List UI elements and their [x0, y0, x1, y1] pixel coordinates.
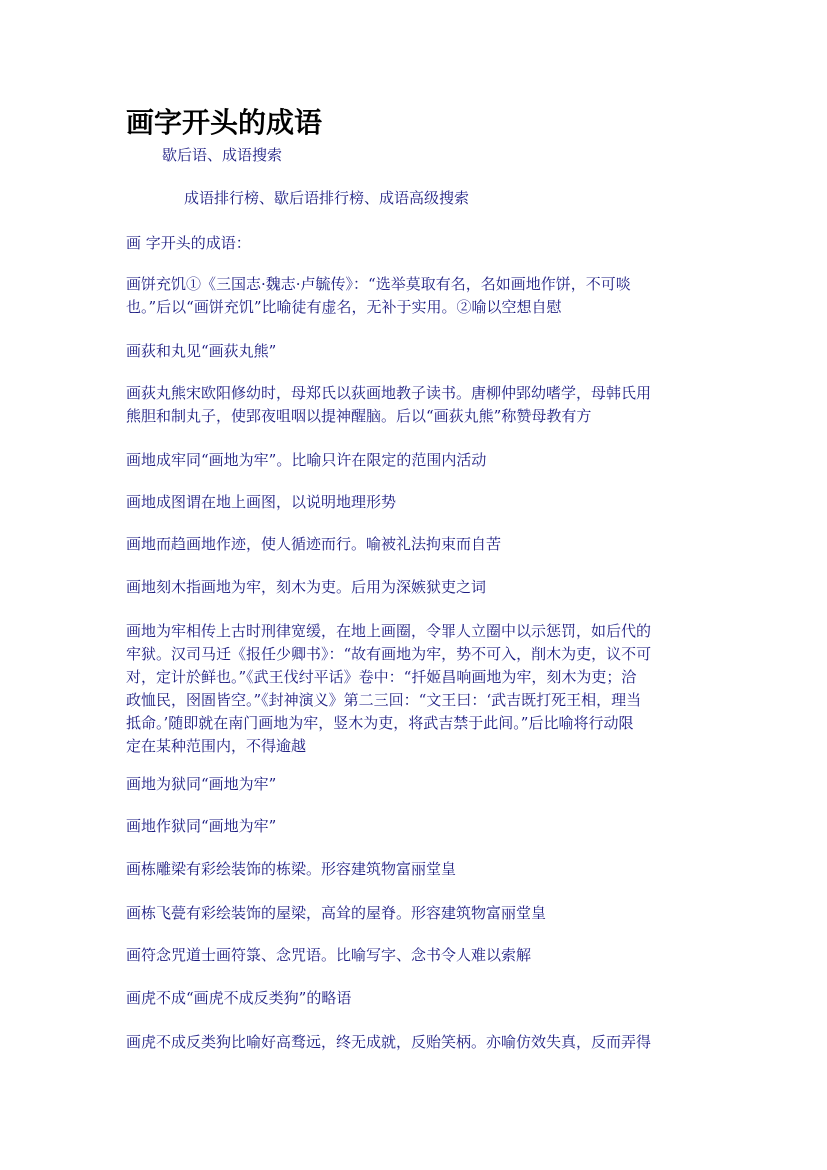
entry-line: 画地为狱同“画地为牢” — [126, 775, 277, 793]
entry-line: 画虎不成“画虎不成反类狗”的略语 — [126, 989, 352, 1007]
entry-line: 熊胆和制丸子，使郢夜咀咽以提神醒脑。后以“画荻丸熊”称赞母教有方 — [126, 407, 592, 425]
entry-line: 画虎不成反类狗比喻好高骛远，终无成就，反贻笑柄。亦喻仿效失真，反而弄得 — [126, 1033, 652, 1051]
entry-line: 画地成图谓在地上画图，以说明地理形势 — [126, 493, 397, 511]
entry-line: 画地成牢同“画地为牢”。比喻只许在限定的范围内活动 — [126, 451, 487, 469]
entry-line: 抵命。’随即就在南门画地为牢，竖木为吏，将武吉禁于此间。”后比喻将行动限 — [126, 714, 634, 732]
entry-line: 画符念咒道士画符箓、念咒语。比喻写字、念书令人难以索解 — [126, 946, 532, 964]
entry-line: 定在某种范围内，不得逾越 — [126, 737, 307, 755]
nav-links-search[interactable]: 歇后语、成语搜索 — [162, 146, 283, 164]
entry-line: 画荻和丸见“画荻丸熊” — [126, 342, 277, 360]
entry-line: 画地为牢相传上古时刑律宽缓，在地上画圈，令罪人立圈中以示惩罚，如后代的 — [126, 622, 652, 640]
entry-line: 画地刻木指画地为牢，刻木为吏。后用为深嫉狱吏之词 — [126, 578, 487, 596]
page-title: 画字开头的成语 — [126, 106, 323, 139]
section-heading: 画 字开头的成语： — [126, 234, 251, 252]
entry-line: 画地作狱同“画地为牢” — [126, 817, 277, 835]
nav-links-rankings[interactable]: 成语排行榜、歇后语排行榜、成语高级搜索 — [184, 189, 470, 207]
entry-line: 画栋雕梁有彩绘装饰的栋梁。形容建筑物富丽堂皇 — [126, 860, 457, 878]
entry-line: 也。”后以“画饼充饥”比喻徒有虚名，无补于实用。②喻以空想自慰 — [126, 298, 562, 316]
entry-line: 画栋飞甍有彩绘装饰的屋梁，高耸的屋脊。形容建筑物富丽堂皇 — [126, 904, 547, 922]
entry-line: 对，定计於鲜也。”《武王伐纣平话》卷中：“扦姬昌响画地为牢，刻木为吏；洽 — [126, 668, 637, 686]
entry-line: 画饼充饥①《三国志·魏志·卢毓传》：“选举莫取有名，名如画地作饼，不可啖 — [126, 275, 631, 293]
entry-line: 政恤民，囹圄皆空。”《封神演义》第二三回：“文王曰：‘武吉既打死王相，理当 — [126, 691, 642, 709]
entry-line: 画荻丸熊宋欧阳修幼时，母郑氏以荻画地教子读书。唐柳仲郢幼嗜学，母韩氏用 — [126, 384, 652, 402]
entry-line: 牢狱。汉司马迁《报任少卿书》：“故有画地为牢，势不可入，削木为吏，议不可 — [126, 645, 652, 663]
entry-line: 画地而趋画地作迹，使人循迹而行。喻被礼法拘束而自苦 — [126, 535, 502, 553]
